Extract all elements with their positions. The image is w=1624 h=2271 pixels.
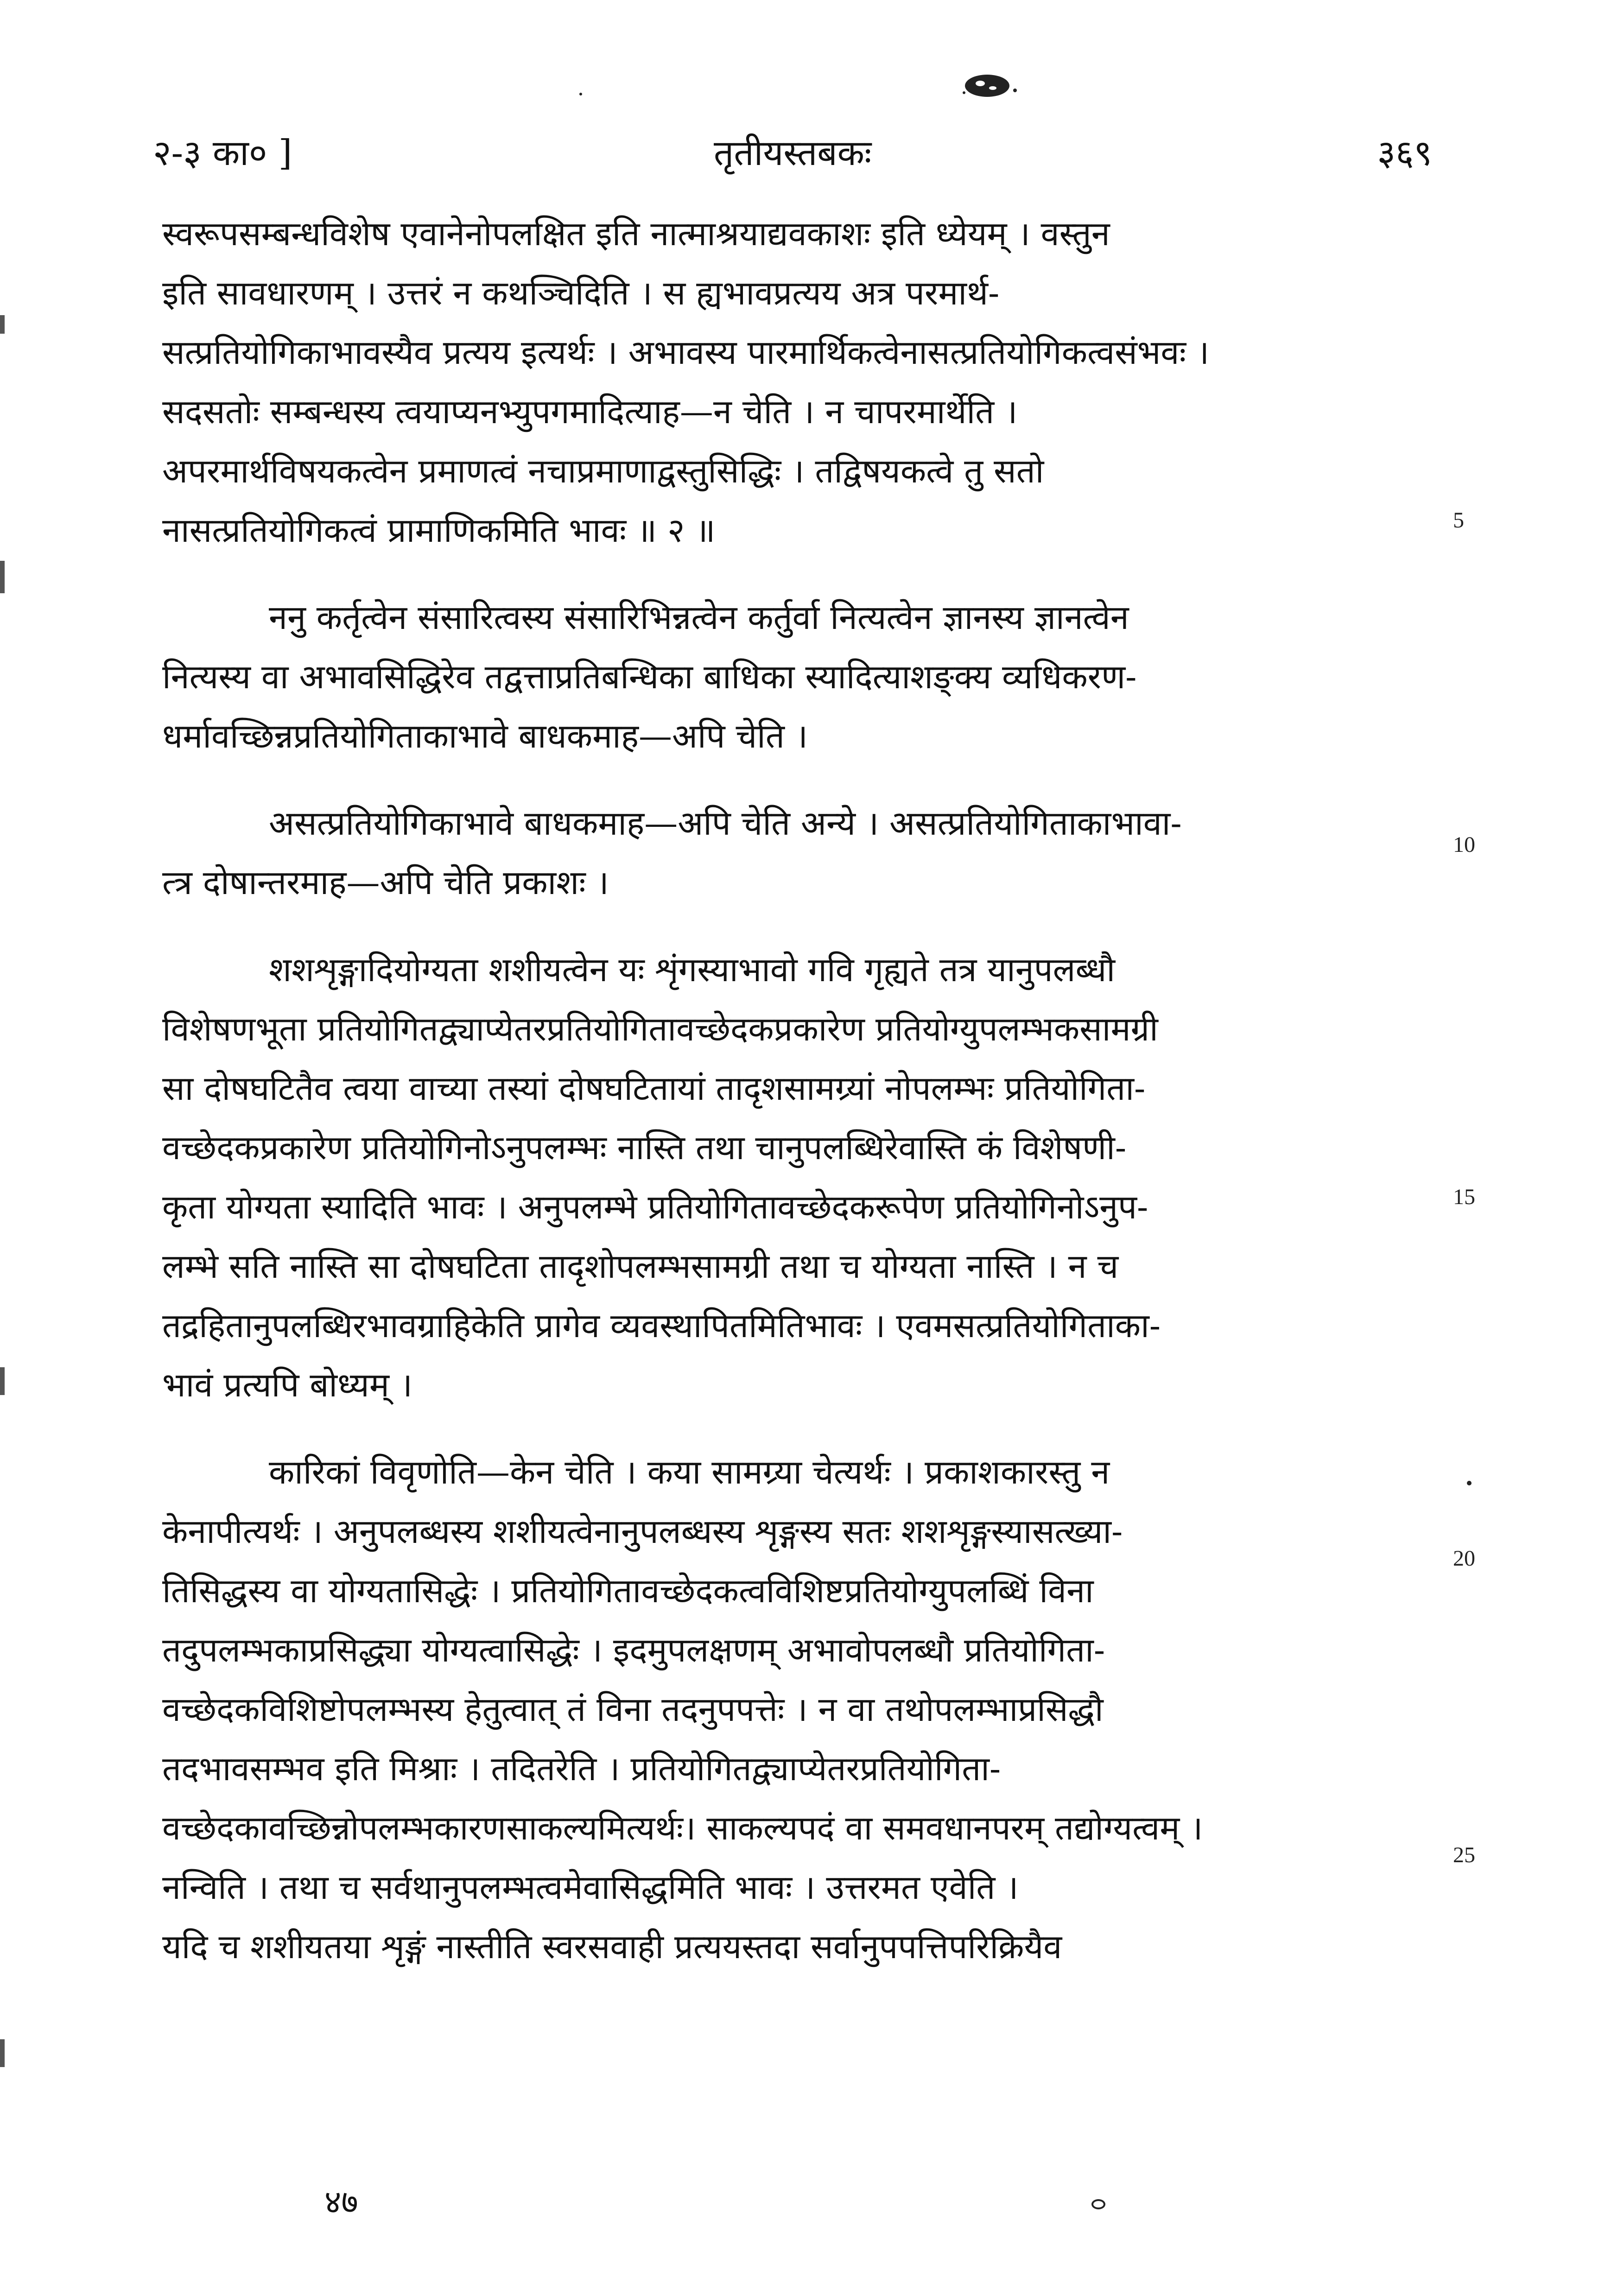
text-line: स्वरूपसम्बन्धविशेष एवानेनोपलक्षित इति नात्माश्रयाद्यवकाशः इति ध्येयम् । वस्तुन bbox=[162, 214, 1110, 253]
line-number: 15 bbox=[1453, 1185, 1475, 1209]
text-line: भावं प्रत्यपि बोध्यम् । bbox=[162, 1365, 413, 1404]
edge-mark bbox=[0, 1367, 5, 1395]
text-line: असत्प्रतियोगिकाभावे बाधकमाह—अपि चेति अन्ये । असत्प्रतियोगिताकाभावा- bbox=[269, 804, 1182, 843]
text-line: तदुपलम्भकाप्रसिद्ध्या योग्यत्वासिद्धेः । इदमुपलक्षणम् अभावोपलब्धौ प्रतियोगिता- bbox=[162, 1630, 1105, 1669]
text-line: कृता योग्यता स्यादिति भावः । अनुपलम्भे प्रतियोगितावच्छेदकरूपेण प्रतियोगिनोऽनुप- bbox=[162, 1187, 1148, 1226]
text-line: सा दोषघटितैव त्वया वाच्या तस्यां दोषघटितायां तादृशसामग्र्यां नोपलम्भः प्रतियोगिता- bbox=[162, 1069, 1146, 1108]
text-line: वच्छेदकप्रकारेण प्रतियोगिनोऽनुपलम्भः नास्ति तथा चानुपलब्धिरेवास्ति कं विशेषणी- bbox=[162, 1128, 1127, 1167]
ink-speck bbox=[579, 93, 582, 95]
line-number: 5 bbox=[1453, 508, 1464, 533]
text-line: शशशृङ्गादियोग्यता शशीयत्वेन यः शृंगस्याभावो गवि गृह्यते तत्र यानुपलब्धौ bbox=[269, 950, 1115, 989]
section-reference: २-३ का० ] bbox=[153, 132, 292, 173]
line-number: 25 bbox=[1453, 1843, 1475, 1867]
edge-mark bbox=[0, 561, 5, 593]
text-line: त्त्र दोषान्तरमाह—अपि चेति प्रकाशः । bbox=[162, 863, 609, 902]
circle-mark-icon bbox=[1091, 2199, 1105, 2209]
text-line: सदसतोः सम्बन्धस्य त्वयाप्यनभ्युपगमादित्याह—न चेति । न चापरमार्थेति । bbox=[162, 392, 1018, 431]
text-line: सत्प्रतियोगिकाभावस्यैव प्रत्यय इत्यर्थः । अभावस्य पारमार्थिकत्वेनासत्प्रतियोगिकत्वसंभवः । bbox=[162, 333, 1210, 372]
text-line: अपरमार्थविषयकत्वेन प्रमाणत्वं नचाप्रमाणाद्वस्तुसिद्धिः । तद्विषयकत्वे तु सतो bbox=[162, 451, 1044, 490]
page-number: ३६९ bbox=[1377, 132, 1432, 173]
text-line: वच्छेदकविशिष्टोपलम्भस्य हेतुत्वात् तं विना तदनुपपत्तेः । न वा तथोपलम्भाप्रसिद्धौ bbox=[162, 1690, 1104, 1729]
text-line: विशेषणभूता प्रतियोगितद्व्याप्येतरप्रतियोगितावच्छेदकप्रकारेण प्रतियोग्युपलम्भकसामग्री bbox=[162, 1009, 1158, 1048]
text-line: नन्विति । तथा च सर्वथानुपलम्भत्वमेवासिद्धमिति भावः । उत्तरमत एवेति । bbox=[162, 1868, 1019, 1907]
chapter-title: तृतीयस्तबकः bbox=[714, 132, 872, 173]
running-head bbox=[153, 125, 1432, 181]
ink-speck bbox=[1467, 1481, 1472, 1485]
text-line: तद्रहितानुपलब्धिरभावग्राहिकेति प्रागेव व्यवस्थापितमितिभावः । एवमसत्प्रतियोगिताका- bbox=[162, 1306, 1161, 1345]
edge-mark bbox=[0, 315, 5, 334]
text-line: कारिकां विवृणोति—केन चेति । कया सामग्र्या चेत्यर्थः । प्रकाशकारस्तु न bbox=[269, 1453, 1110, 1491]
text-line: नित्यस्य वा अभावसिद्धिरेव तद्वत्ताप्रतिबन्धिका बाधिका स्यादित्याशङ्क्य व्यधिकरण- bbox=[162, 657, 1137, 696]
line-number: 20 bbox=[1453, 1546, 1475, 1571]
signature-mark: ४७ bbox=[324, 2183, 358, 2221]
ornament-icon bbox=[955, 70, 1024, 102]
line-number: 10 bbox=[1453, 832, 1475, 857]
text-line: धर्मावच्छिन्नप्रतियोगिताकाभावे बाधकमाह—अपि चेति । bbox=[162, 717, 808, 755]
text-line: वच्छेदकावच्छिन्नोपलम्भकारणसाकल्यमित्यर्थः। साकल्यपदं वा समवधानपरम् तद्योग्यत्वम् । bbox=[162, 1808, 1203, 1847]
text-line: इति सावधारणम् । उत्तरं न कथञ्चिदिति । स ह्यभावप्रत्यय अत्र परमार्थ- bbox=[162, 273, 1000, 312]
text-line: यदि च शशीयतया शृङ्गं नास्तीति स्वरसवाही प्रत्ययस्तदा सर्वानुपपत्तिपरिक्रियैव bbox=[162, 1927, 1062, 1966]
text-line: तदभावसम्भव इति मिश्राः । तदितरेति । प्रतियोगितद्व्याप्येतरप्रतियोगिता- bbox=[162, 1749, 1001, 1788]
commentary-text bbox=[162, 204, 1432, 1976]
text-line: लम्भे सति नास्ति सा दोषघटिता तादृशोपलम्भसामग्री तथा च योग्यता नास्ति । न च bbox=[162, 1247, 1119, 1286]
text-line: ननु कर्तृत्वेन संसारित्वस्य संसारिभिन्नत्वेन कर्तुर्वा नित्यत्वेन ज्ञानस्य ज्ञानत्वेन bbox=[269, 598, 1129, 637]
edge-mark bbox=[0, 2039, 5, 2067]
text-line: तिसिद्धस्य वा योग्यतासिद्धेः । प्रतियोगितावच्छेदकत्वविशिष्टप्रतियोग्युपलब्धिं विना bbox=[162, 1571, 1094, 1610]
text-line: केनापीत्यर्थः । अनुपलब्धस्य शशीयत्वेनानुपलब्धस्य शृङ्गस्य सतः शशशृङ्गस्यासत्ख्या- bbox=[162, 1512, 1123, 1551]
text-line: नासत्प्रतियोगिकत्वं प्रामाणिकमिति भावः ॥ २ ॥ bbox=[162, 511, 716, 550]
